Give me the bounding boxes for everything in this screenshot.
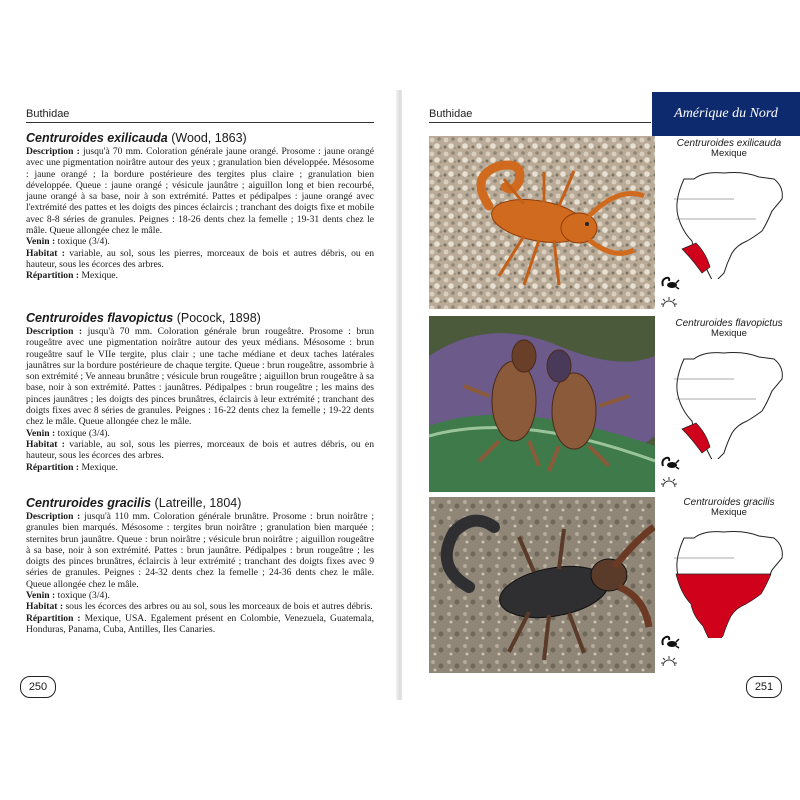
running-head-right: Buthidae [429,108,473,120]
scorpion-icon [660,274,680,295]
north-america-map [664,518,794,638]
running-head-left: Buthidae [26,108,70,120]
description-paragraph: Description : jusqu'à 70 mm. Coloration générale brun rougeâtre. Prosome : brun rougeâtre avec une pigmentation noirâtre autour des yeux médians. Mésosome : brun rougeâtre sauf le VIIe tergite, plus clair ; une tache médiane et deux taches latérales jaunâtres sur la bordure postérieure de chaque tergite. Queue : brun rougeâtre, assombrie à son extrémité ; Ve anneau brunâtre ; vésicule brun rougeâtre ; aiguillon brun rougeâtre à sa base, noir à son extrémité. Pattes : jaunâtres. Pédipalpes : brun rougeâtre ; les mains des pinces jaunâtres ; les doigts des pinces brunâtres, éclaircis à leur extrémité ; tranchant des doigts fixes avec 8 séries de granules. Peignes : 16-22 dents chez la femelle ; 19-22 dents chez le mâle. Queue allongée chez le mâle. [26,326,375,428]
habitat-paragraph: Habitat : sous les écorces des arbres ou au sol, sous les morceaux de bois et autres débris. [26,601,373,613]
habitat-paragraph: Habitat : variable, au sol, sous les pierres, morceaux de bois et autres débris, ou en hauteur, sous les écorces des arbres. [26,438,374,462]
map-country: Mexique [711,148,747,159]
venom-paragraph: Venin : toxique (3/4). [26,427,110,439]
scorpion-icon [660,454,680,475]
species-name: Centruroides flavopictus [26,311,174,325]
distribution-paragraph: Répartition : Mexique. [26,461,118,473]
sun-icon [660,654,680,672]
range-map-gracilis [660,497,798,638]
map-species-name: Centruroides exilicauda [676,138,782,149]
scorpion-photo-flavopictus [429,316,655,492]
habitat-paragraph: Habitat : variable, au sol, sous les pierres, morceaux de bois et autres débris, ou en hauteur, sous les écorces des arbres. [26,247,374,270]
region-tab: Amérique du Nord [652,92,800,136]
species-name: Centruroides exilicauda [26,131,168,145]
icon-group [660,454,680,493]
right-page [402,0,800,800]
description-paragraph: Description : jusqu'à 70 mm. Coloration générale jaune orangé. Prosome : jaune orangé avec une pigmentation noirâtre autour des yeux ; granulation bien développée. Mésosome : jaune orangé ; la bordure postérieure des tergites plus claire ; granulation bien développée. Queue : jaune orangé ; vésicule jaunâtre ; aiguillon long et bien recourbé, jaune orangé à sa base, noir à son extrémité. Pattes et pédipalpes : jaune orangé avec l'extrémité des pattes et les doigts des pinces éclaircis ; tranchant des doigts fixe et mobile avec 8-8 séries de granules. Peignes : 18-26 dents chez la femelle ; 19-31 dents chez le mâle. Queue allongée chez le mâle. [26,146,374,237]
scorpion-photo-exilicauda [429,136,655,309]
species-author: (Pocock, 1898) [176,311,261,325]
scorpion-icon [660,633,680,654]
sun-icon [660,295,680,313]
species-author: (Wood, 1863) [171,131,247,145]
species-author: (Latreille, 1804) [154,496,242,510]
description-paragraph: Description : jusqu'à 110 mm. Coloration générale brunâtre. Prosome : brun noirâtre ; granules bien marqués. Mésosome : tergites brun noirâtre ; granulation bien marquée ; sternites brun jaunâtre. Queue : brun noirâtre ; vésicule brun noirâtre ; aiguillon rougeâtre à sa base, noir à son extrémité. Pattes : brun jaunâtre. Pédipalpes : brun rougeâtre ; les doigts des pinces brunâtres, éclaircis à leur extrémité ; tranchant des doigts fixes avec 9 séries de granules. Peignes : 24-32 dents chez la femelle ; 24-36 dents chez le mâle. Queue allongée chez le mâle. [26,511,375,590]
species-entry-gracilis [26,496,374,635]
distribution-paragraph: Répartition : Mexique, USA. Egalement présent en Colombie, Venezuela, Guatemala, Honduras, Panama, Cuba, Antilles, Iles Canaries. [26,612,374,635]
map-species-name: Centruroides flavopictus [675,318,783,329]
scorpion-photo-gracilis [429,497,655,673]
page-number-left: 250 [20,676,56,698]
species-entry-flavopictus [26,311,374,473]
venom-paragraph: Venin : toxique (3/4). [26,590,110,602]
range-map-exilicauda [660,138,798,279]
icon-group [660,274,680,313]
species-title [26,496,374,510]
distribution-paragraph: Répartition : Mexique. [26,270,118,282]
header-rule [429,122,651,123]
page-number-right: 251 [746,676,782,698]
icon-group [660,633,680,672]
header-rule [26,122,374,123]
map-country: Mexique [711,328,747,339]
map-country: Mexique [711,507,747,518]
north-america-map [664,339,794,459]
species-title [26,311,374,325]
venom-paragraph: Venin : toxique (3/4). [26,236,110,248]
species-title [26,131,374,145]
map-species-name: Centruroides gracilis [683,497,775,508]
range-map-flavopictus [660,318,798,459]
left-page [0,0,398,800]
species-name: Centruroides gracilis [26,496,152,510]
north-america-map [664,159,794,279]
sun-icon [660,475,680,493]
species-entry-exilicauda [26,131,374,282]
